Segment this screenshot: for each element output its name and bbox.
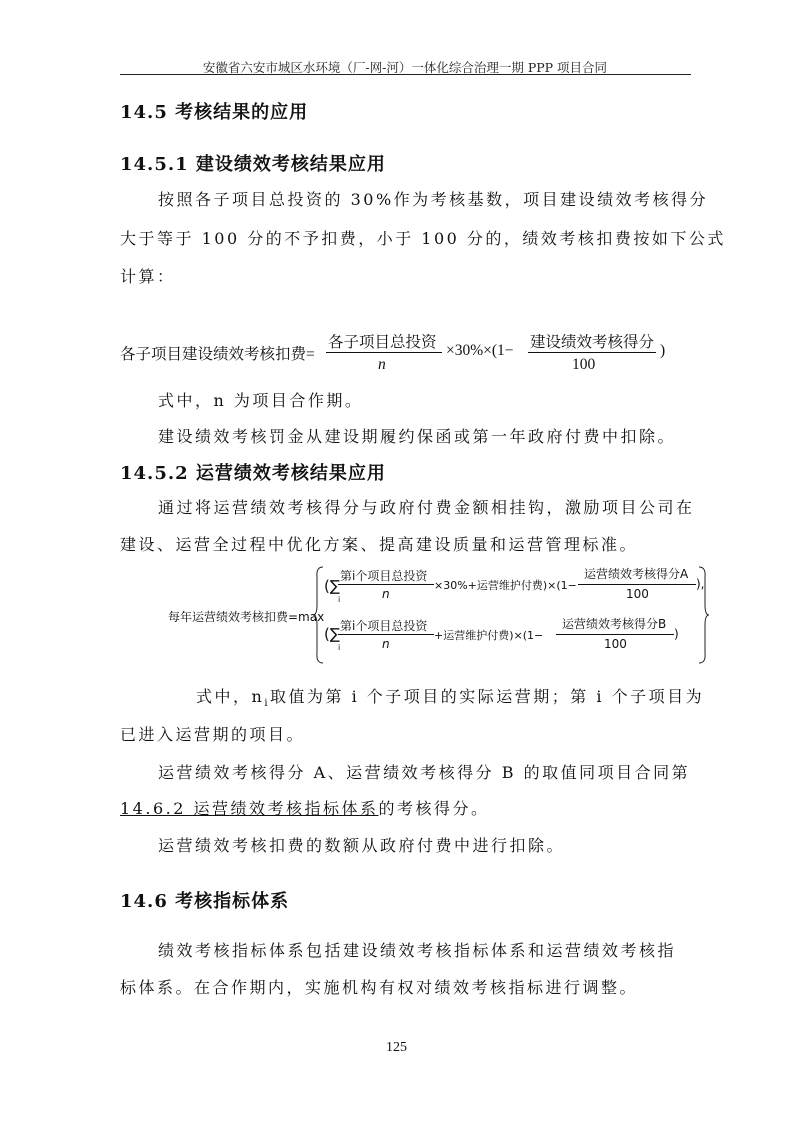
paragraph-line: 运营绩效考核得分 A、运营绩效考核得分 B 的取值同项目合同第 bbox=[158, 763, 691, 782]
paragraph-line: 建设、运营全过程中优化方案、提高建设质量和运营管理标准。 bbox=[120, 535, 639, 554]
page-number: 125 bbox=[386, 1040, 407, 1055]
text-run: 取值为第 i 个子项目的实际运营期；第 i 个子项目为 bbox=[270, 687, 705, 706]
formula-denominator: n bbox=[378, 356, 386, 373]
formula-denominator: n bbox=[382, 637, 390, 651]
formula-numerator: 各子项目总投资 bbox=[328, 334, 437, 351]
fraction-bar bbox=[556, 634, 674, 635]
paragraph-line: 式中，n 为项目合作期。 bbox=[158, 391, 364, 410]
formula-numerator: 运营绩效考核得分A bbox=[584, 567, 689, 581]
formula-middle: ×30%×(1− bbox=[446, 342, 514, 359]
paragraph-line: 通过将运营绩效考核得分与政府付费金额相挂钩，激励项目公司在 bbox=[158, 498, 695, 517]
left-brace-icon bbox=[312, 565, 324, 665]
formula-denominator: 100 bbox=[626, 587, 649, 601]
paragraph-line bbox=[196, 684, 704, 709]
fraction-bar bbox=[528, 352, 656, 353]
formula-denominator: n bbox=[382, 587, 390, 601]
paragraph-line: 标体系。在合作期内，实施机构有权对绩效考核指标进行调整。 bbox=[120, 978, 639, 997]
paragraph-line bbox=[120, 796, 490, 819]
subscript: i bbox=[264, 698, 271, 710]
text-run: 式中，n bbox=[196, 687, 265, 706]
paragraph-line: 建设绩效考核罚金从建设期履约保函或第一年政府付费中扣除。 bbox=[158, 427, 677, 446]
header-divider bbox=[120, 74, 691, 75]
section-heading-14-5: 14.5 考核结果的应用 bbox=[120, 102, 309, 123]
sum-symbol: (∑ bbox=[324, 577, 340, 595]
paragraph-line: 按照各子项目总投资的 30%作为考核基数，项目建设绩效考核得分 bbox=[158, 190, 709, 209]
formula-numerator: 建设绩效考核得分 bbox=[530, 334, 655, 351]
sum-symbol: (∑ bbox=[324, 625, 340, 643]
document-header: 安徽省六安市城区水环境（厂-网-河）一体化综合治理一期 PPP 项目合同 bbox=[202, 60, 608, 75]
text-run: 的考核得分。 bbox=[378, 799, 490, 818]
formula-lhs: 每年运营绩效考核扣费=max bbox=[168, 610, 325, 624]
section-heading-14-6: 14.6 考核指标体系 bbox=[120, 891, 290, 912]
formula-denominator: 100 bbox=[572, 356, 596, 373]
fraction-bar bbox=[338, 584, 434, 585]
sum-index: i bbox=[338, 595, 341, 604]
formula-denominator: 100 bbox=[604, 637, 627, 651]
fraction-bar bbox=[338, 634, 434, 635]
formula-numerator: 第i个项目总投资 bbox=[340, 619, 428, 633]
right-brace-icon bbox=[698, 565, 710, 665]
formula-numerator: 运营绩效考核得分B bbox=[562, 617, 667, 631]
fraction-bar bbox=[326, 352, 442, 353]
cross-reference-link[interactable]: 14.6.2 运营绩效考核指标体系 bbox=[120, 799, 379, 818]
formula-middle: ×30%+运营维护付费)×(1− bbox=[434, 579, 577, 592]
paragraph-line: 计算： bbox=[120, 267, 176, 286]
section-heading-14-5-1: 14.5.1 建设绩效考核结果应用 bbox=[120, 154, 386, 175]
operation-deduction-formula bbox=[120, 565, 710, 665]
paragraph-line: 大于等于 100 分的不予扣费，小于 100 分的，绩效考核扣费按如下公式 bbox=[120, 229, 726, 248]
paragraph-line: 运营绩效考核扣费的数额从政府付费中进行扣除。 bbox=[158, 836, 566, 855]
construction-deduction-formula bbox=[120, 330, 680, 380]
paragraph-line: 绩效考核指标体系包括建设绩效考核指标体系和运营绩效考核指 bbox=[158, 941, 677, 960]
formula-end: ), bbox=[696, 577, 705, 591]
fraction-bar bbox=[578, 584, 696, 585]
paragraph-line: 已进入运营期的项目。 bbox=[120, 725, 306, 744]
sum-index: i bbox=[338, 643, 341, 652]
section-heading-14-5-2: 14.5.2 运营绩效考核结果应用 bbox=[120, 463, 386, 484]
formula-end: ) bbox=[660, 342, 666, 359]
formula-numerator: 第i个项目总投资 bbox=[340, 569, 428, 583]
formula-lhs: 各子项目建设绩效考核扣费= bbox=[120, 346, 315, 363]
formula-middle: +运营维护付费)×(1− bbox=[434, 629, 544, 642]
formula-end: ) bbox=[674, 627, 679, 641]
